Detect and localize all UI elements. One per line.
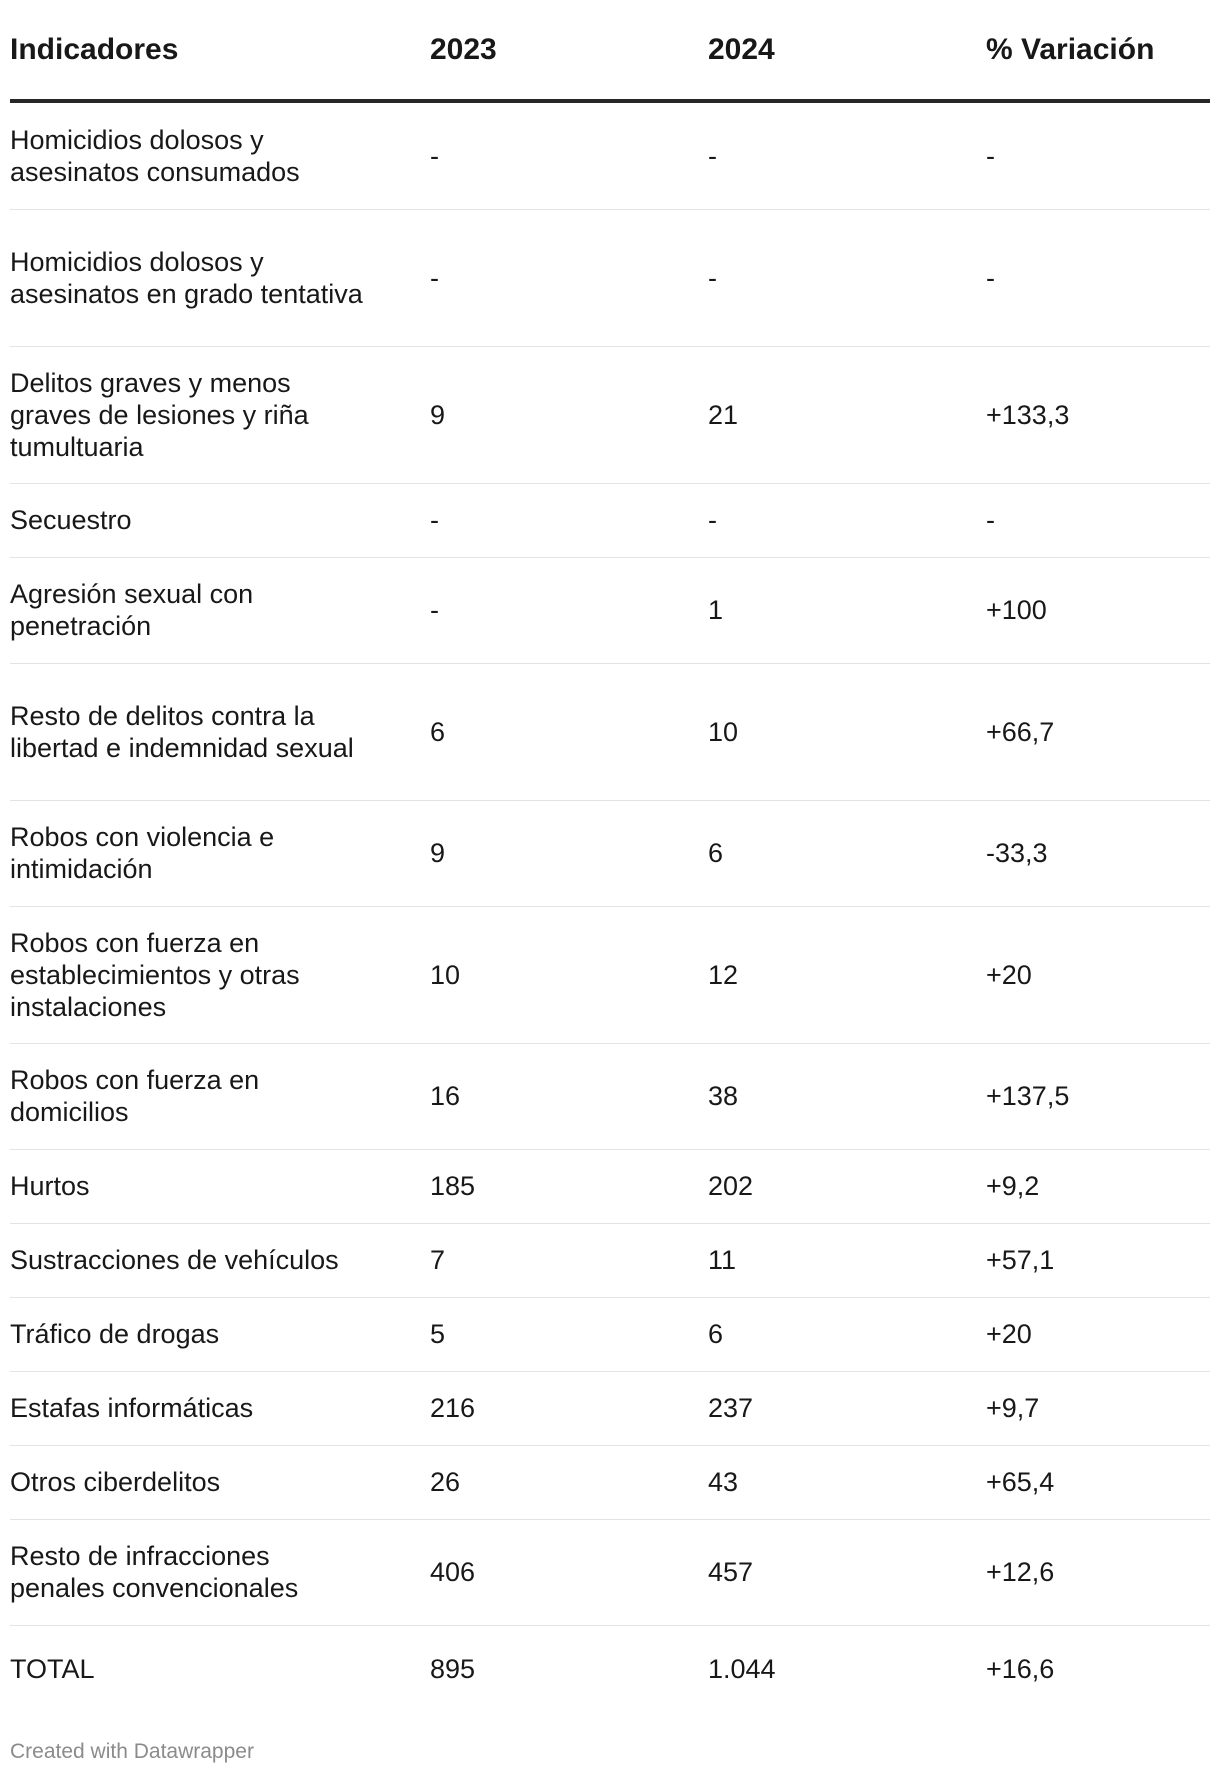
value-2023-cell: 6 [430, 663, 708, 800]
value-2024-cell: 1 [708, 557, 986, 663]
value-2023-cell: - [430, 101, 708, 209]
table-row [10, 800, 1210, 906]
value-2024-cell: 38 [708, 1043, 986, 1149]
table-row [10, 1297, 1210, 1371]
table-row [10, 1371, 1210, 1445]
table-row [10, 209, 1210, 346]
value-2023-cell: 26 [430, 1445, 708, 1519]
value-2024-cell: - [708, 101, 986, 209]
variation-cell: +12,6 [986, 1519, 1210, 1625]
value-2024-cell: - [708, 209, 986, 346]
variation-cell: -33,3 [986, 800, 1210, 906]
table-row [10, 1223, 1210, 1297]
indicator-cell: Homicidios dolosos y asesinatos en grado tentativa [10, 209, 430, 346]
value-2023-cell: 5 [430, 1297, 708, 1371]
indicator-cell: Homicidios dolosos y asesinatos consumados [10, 101, 430, 209]
indicator-cell: Resto de delitos contra la libertad e indemnidad sexual [10, 663, 430, 800]
value-2024-cell: 12 [708, 906, 986, 1043]
value-2023-cell: 16 [430, 1043, 708, 1149]
header-variacion[interactable]: % Variación [986, 0, 1210, 101]
value-2023-cell: 185 [430, 1149, 708, 1223]
value-2023-cell: 9 [430, 346, 708, 483]
variation-cell: - [986, 101, 1210, 209]
value-2023-cell: - [430, 209, 708, 346]
indicator-cell: Estafas informáticas [10, 1371, 430, 1445]
value-2024-cell: 457 [708, 1519, 986, 1625]
variation-cell: +20 [986, 1297, 1210, 1371]
indicator-cell: Robos con fuerza en establecimientos y otras instalaciones [10, 906, 430, 1043]
table-row [10, 906, 1210, 1043]
value-2023-cell: 9 [430, 800, 708, 906]
table-row [10, 1149, 1210, 1223]
value-2024-cell: 11 [708, 1223, 986, 1297]
indicator-cell: Robos con fuerza en domicilios [10, 1043, 430, 1149]
variation-cell: +65,4 [986, 1445, 1210, 1519]
variation-cell: - [986, 209, 1210, 346]
value-2024-cell: 237 [708, 1371, 986, 1445]
indicator-cell: Resto de infracciones penales convencionales [10, 1519, 430, 1625]
value-2023-cell: 7 [430, 1223, 708, 1297]
table-row [10, 1625, 1210, 1713]
table-row [10, 483, 1210, 557]
variation-cell: +57,1 [986, 1223, 1210, 1297]
value-2024-cell: 43 [708, 1445, 986, 1519]
indicator-cell: Otros ciberdelitos [10, 1445, 430, 1519]
value-2023-cell: - [430, 557, 708, 663]
table-header [10, 0, 1210, 101]
indicator-cell: Secuestro [10, 483, 430, 557]
variation-cell: - [986, 483, 1210, 557]
variation-cell: +20 [986, 906, 1210, 1043]
value-2024-cell: 1.044 [708, 1654, 776, 1685]
indicator-cell: TOTAL [10, 1654, 95, 1685]
header-row [10, 0, 1210, 101]
header-2024[interactable]: 2024 [708, 0, 986, 101]
table-row [10, 346, 1210, 483]
value-2024-cell: 202 [708, 1149, 986, 1223]
variation-cell: +16,6 [986, 1654, 1055, 1685]
value-2023-cell: 895 [430, 1654, 476, 1685]
table-row [10, 101, 1210, 209]
table-row [10, 1445, 1210, 1519]
variation-cell: +100 [986, 557, 1210, 663]
value-2024-cell: - [708, 483, 986, 557]
indicator-cell: Sustracciones de vehículos [10, 1223, 430, 1297]
value-2023-cell: - [430, 483, 708, 557]
indicator-cell: Robos con violencia e intimidación [10, 800, 430, 906]
value-2024-cell: 6 [708, 1297, 986, 1371]
value-2024-cell: 10 [708, 663, 986, 800]
header-2023[interactable]: 2023 [430, 0, 708, 101]
variation-cell: +133,3 [986, 346, 1210, 483]
indicator-cell: Delitos graves y menos graves de lesiones y riña tumultuaria [10, 346, 430, 483]
table-row [10, 1519, 1210, 1625]
value-2024-cell: 6 [708, 800, 986, 906]
indicator-cell: Agresión sexual con penetración [10, 557, 430, 663]
variation-cell: +137,5 [986, 1043, 1210, 1149]
value-2023-cell: 10 [430, 906, 708, 1043]
crime-table-container [10, 0, 1210, 1713]
table-row [10, 557, 1210, 663]
table-body [10, 101, 1210, 1713]
table-row [10, 663, 1210, 800]
value-2024-cell: 21 [708, 346, 986, 483]
indicator-cell: Tráfico de drogas [10, 1297, 430, 1371]
variation-cell: +9,7 [986, 1371, 1210, 1445]
variation-cell: +66,7 [986, 663, 1210, 800]
indicator-cell: Hurtos [10, 1149, 430, 1223]
datawrapper-credit[interactable]: Created with Datawrapper [10, 1740, 254, 1763]
value-2023-cell: 216 [430, 1371, 708, 1445]
variation-cell: +9,2 [986, 1149, 1210, 1223]
table-row [10, 1043, 1210, 1149]
crime-statistics-table [10, 0, 1210, 1713]
header-indicadores[interactable]: Indicadores [10, 0, 430, 101]
value-2023-cell: 406 [430, 1519, 708, 1625]
